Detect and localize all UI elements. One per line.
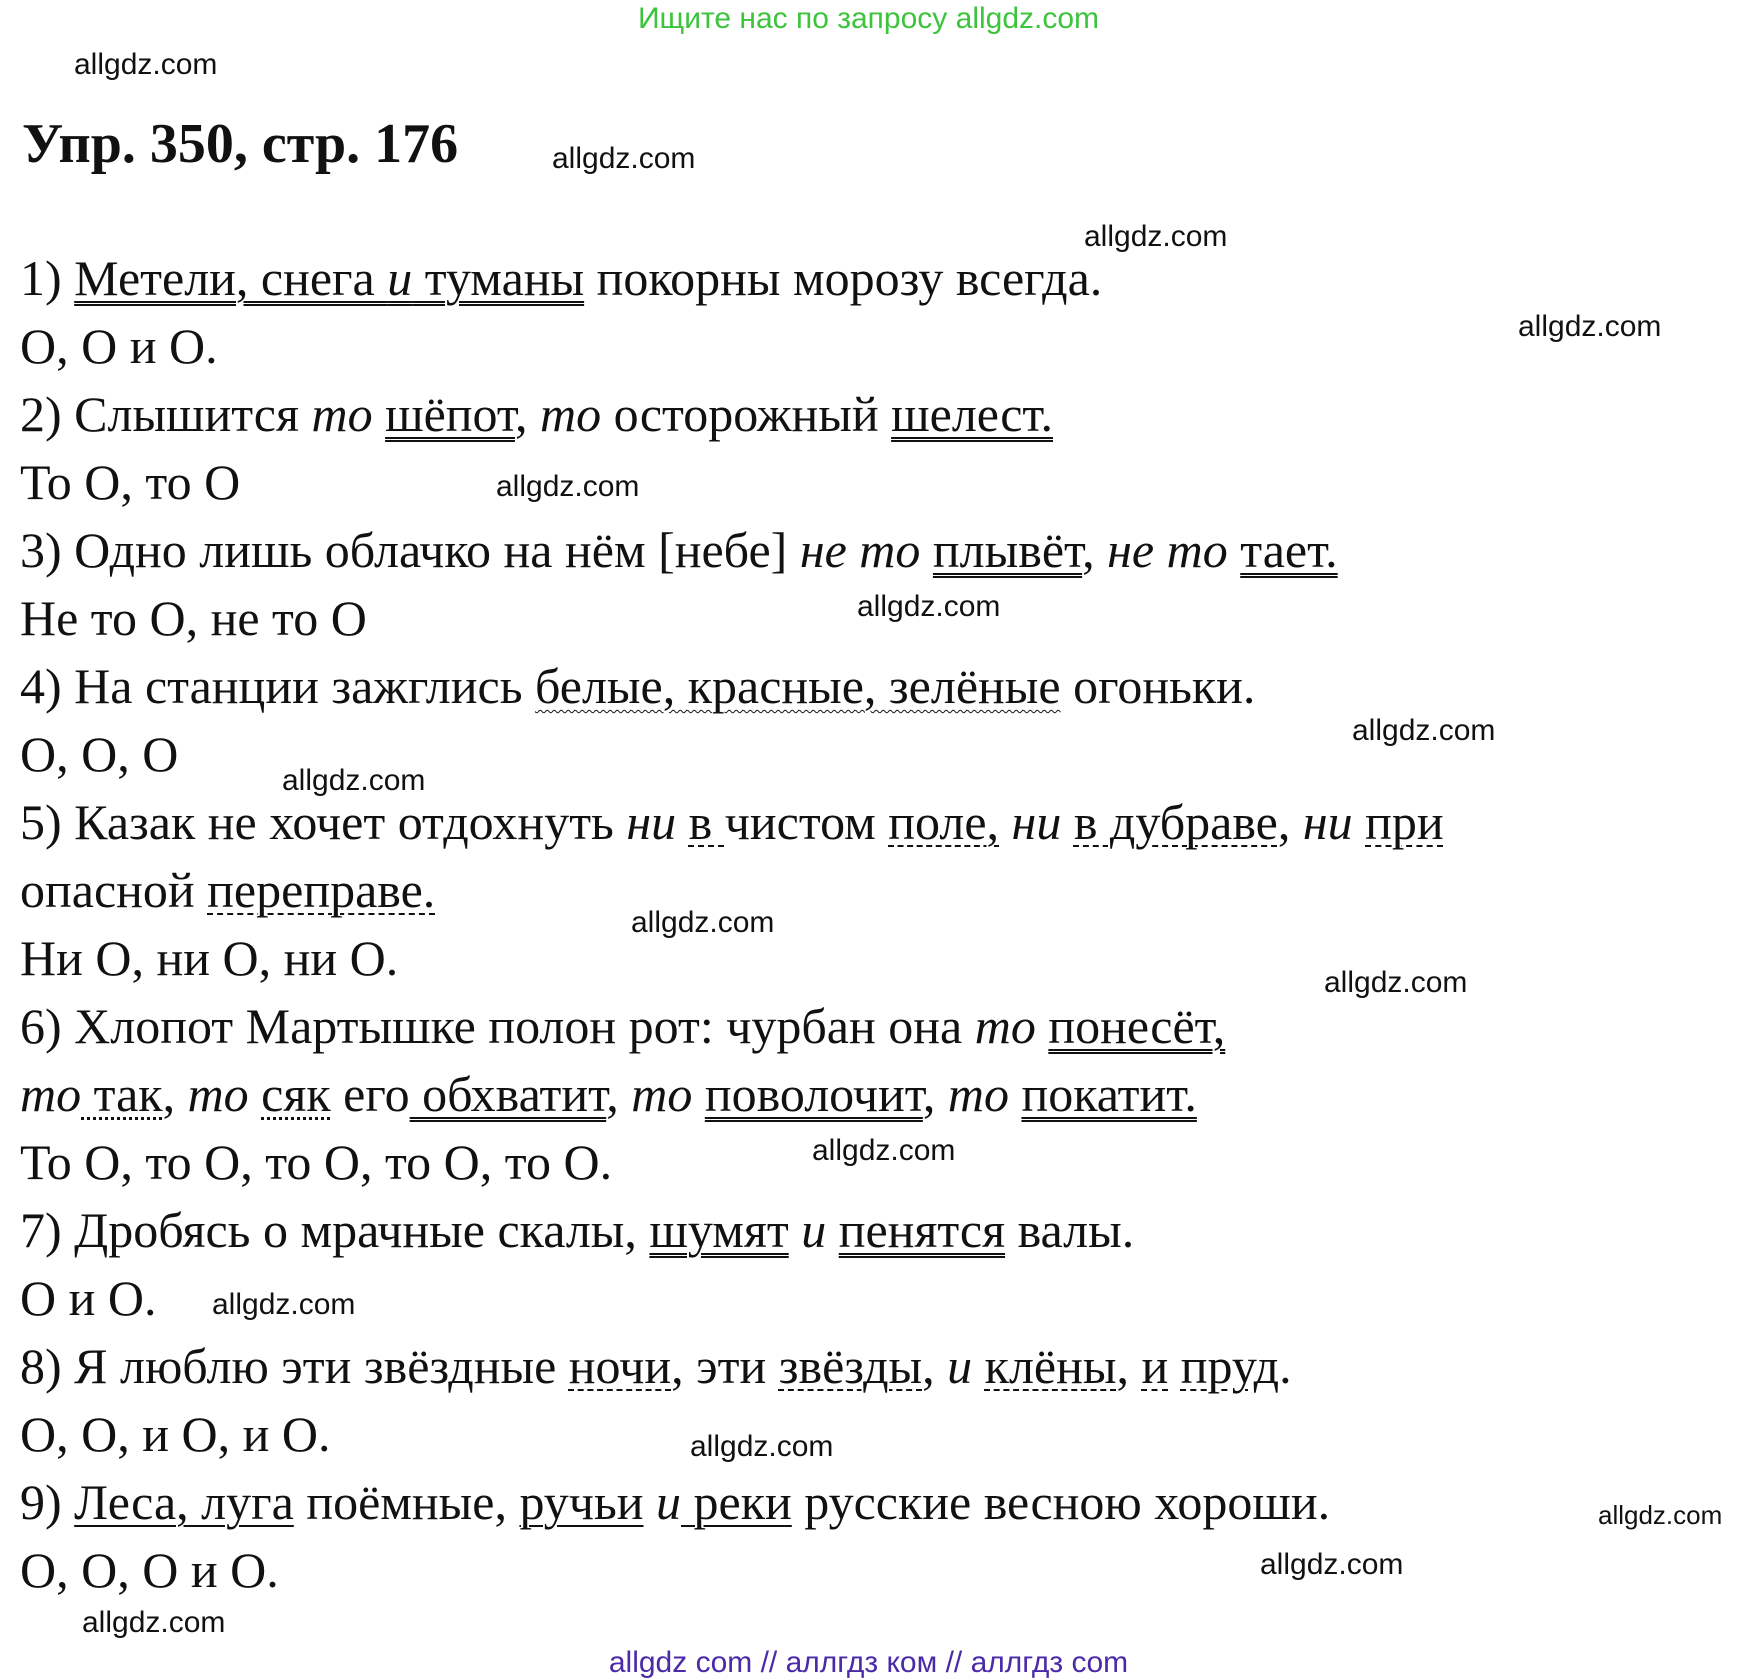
sentence-7: 7) Дробясь о мрачные скалы, шумят и пенятся валы. [20, 1202, 1135, 1258]
sentence-2: 2) Слышится то шёпот, то осторожный шелест. [20, 386, 1053, 442]
watermark: allgdz.com [212, 1288, 356, 1321]
sentence-6: 6) Хлопот Мартышке полон рот: чурбан она то понесёт, [20, 998, 1226, 1054]
sentence-5: 5) Казак не хочет отдохнуть ни в чистом поле, ни в дубраве, ни при [20, 794, 1444, 850]
watermark: allgdz.com [690, 1430, 834, 1463]
search-banner: Ищите нас по запросу allgdz.com [637, 2, 1100, 35]
watermark: allgdz.com [496, 470, 640, 503]
watermark: allgdz.com [812, 1134, 956, 1167]
watermark: allgdz.com [552, 142, 696, 175]
watermark: allgdz.com [1324, 966, 1468, 999]
watermark: allgdz.com [1260, 1548, 1404, 1581]
watermark: allgdz.com [631, 906, 775, 939]
scheme-9: О, О, О и О. [20, 1542, 279, 1598]
scheme-3: Не то О, не то О [20, 590, 367, 646]
scheme-5: Ни О, ни О, ни О. [20, 930, 399, 986]
watermark: allgdz.com [1518, 310, 1662, 343]
watermark: allgdz.com [857, 590, 1001, 623]
watermark: allgdz.com [1084, 220, 1228, 253]
scheme-6: То О, то О, то О, то О, то О. [20, 1134, 613, 1190]
scheme-8: О, О, и О, и О. [20, 1406, 331, 1462]
watermark: allgdz.com [74, 48, 218, 81]
footer-links: allgdz com // аллгдз ком // аллгдз com [608, 1646, 1129, 1679]
scheme-2: То О, то О [20, 454, 241, 510]
sentence-5-line-2: опасной переправе. [20, 862, 436, 918]
sentence-3: 3) Одно лишь облачко на нём [небе] не то плывёт, не то тает. [20, 522, 1338, 578]
sentence-6-line-2: то так, то сяк его обхватит, то поволочит, то покатит. [20, 1066, 1197, 1122]
watermark: allgdz.com [1352, 714, 1496, 747]
watermark: allgdz.com [1598, 1500, 1723, 1530]
watermark: allgdz.com [82, 1606, 226, 1639]
scheme-1: О, О и О. [20, 318, 218, 374]
scheme-4: О, О, О [20, 726, 179, 782]
page-title: Упр. 350, стр. 176 [22, 113, 459, 175]
sentence-9: 9) Леса, луга поёмные, ручьи и реки русские весною хороши. [20, 1474, 1331, 1530]
sentence-1: 1) Метели, снега и туманы покорны морозу всегда. [20, 250, 1103, 306]
watermark: allgdz.com [282, 764, 426, 797]
sentence-4: 4) На станции зажглись белые, красные, зелёные огоньки. [20, 658, 1256, 714]
scheme-7: О и О. [20, 1270, 157, 1326]
sentence-8: 8) Я люблю эти звёздные ночи, эти звёзды, и клёны, и пруд. [20, 1338, 1292, 1394]
